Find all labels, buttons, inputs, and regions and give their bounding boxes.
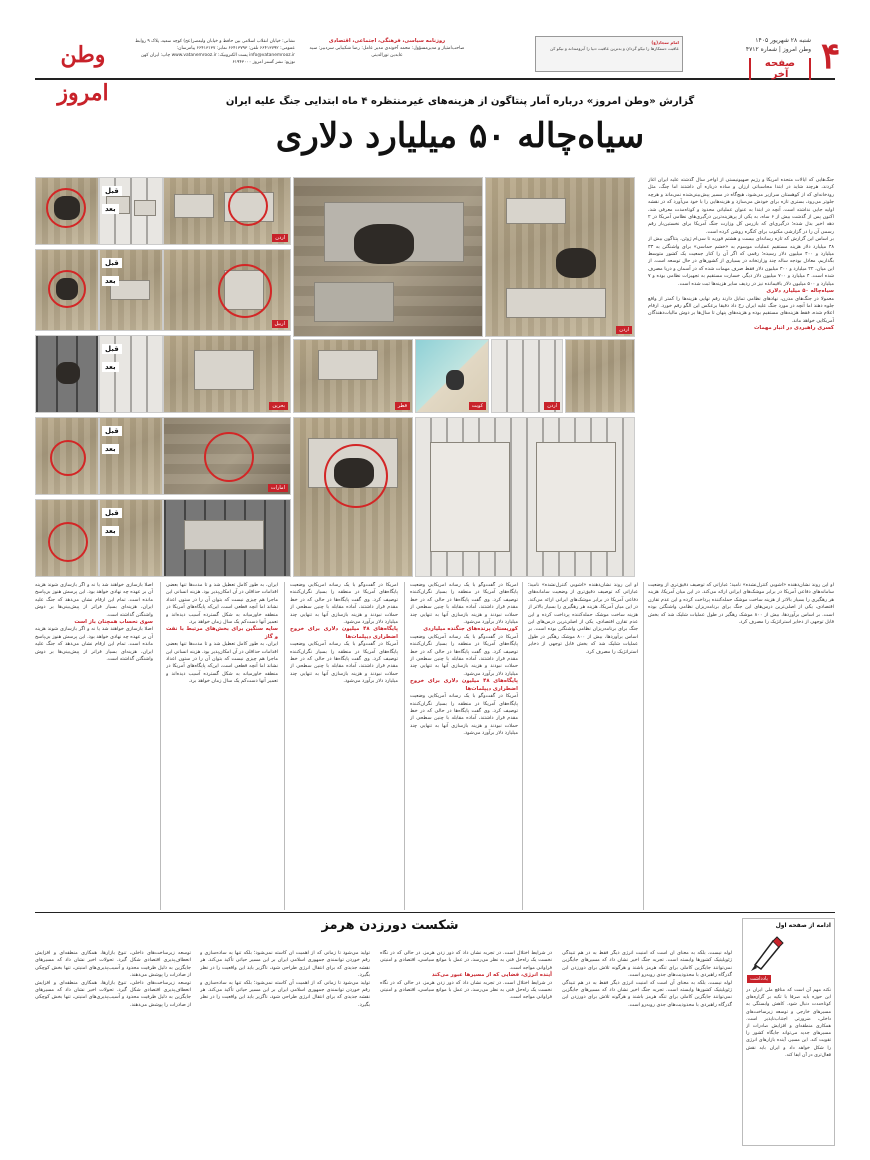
column-divider [160,582,161,910]
bottom-headline: شکست دورزدن هرمز [321,918,459,933]
photo-jordan-tents [491,339,563,413]
sidebar-title: ادامه از صفحه اول [775,922,831,929]
article-paragraph: تولید می‌شود تا زمانی که از اهمیت آن کاسته نمی‌شود؛ بلکه تنها به ساده‌سازی و رقم خوردن توانمندی جمهوری اسلامی ایران بر این مسیر حیاتی تأکید می‌کند. هر نقشه جدیدی که برای انتقال انرژی طراحی شود، ناگزیر باید این واقعیت را در نظر بگیرد. [200,979,370,1008]
article-subheading: پایگاه‌های ۴۸ میلیون دلاری برای خروج اضطراری دیپلمات‌ها [290,626,398,640]
photo-uae-before [35,417,99,495]
article-paragraph: معمولا در جنگ‌های مدرن، نهادهای نظامی تمایل دارند رقم نهایی هزینه‌ها را کمتر از واقع جلوه دهند اما آنچه در مورد جنگ علیه ایران رخ داد دقیقا برعکس این الگو رقم خورد. ارقام اعلام شده، فقط هزینه‌های مستقیم بوده و هزینه‌های پنهان تا سال‌ها بر دوش مالیات‌دهندگان آمریکایی خواهد ماند. [648,295,834,324]
issue-info [721,36,811,80]
photo-location-tag: امارات [268,484,288,492]
label-after: بعد [102,526,119,536]
article-paragraph: اصلا بازسازی خواهند شد یا نه و اگر بازسازی شوند هزینه آن بر عهده چه نهادی خواهد بود. این پرسش هنوز بی‌پاسخ مانده است. تمام این ارقام نشان می‌دهد که جنگ علیه ایران، هزینه‌ای بسیار فراتر از پیش‌بینی‌ها بر دوش واشنگتن گذاشته است. [35,582,153,618]
photo-erbil-before [35,249,99,331]
photo-uae-pair [163,417,291,495]
photo-base-strike [293,417,413,577]
article-subheading: کوریستان پرنده‌های جنگنده میلیاردی [423,626,518,633]
newspaper-tagline: روزنامه سیاسی، فرهنگی، اجتماعی، اقتصادی [328,38,446,44]
article-paragraph: ایران، به طور کامل تعطیل شد و تا مدت‌ها تنها بعضی اقدامات حداقلی در آن امکان‌پذیر بود. هزینه انسانی این ماجرا هم چیزی نیست که بتوان آن را در ستون اعداد نشاند اما آنچه قطعی است، این‌که پایگاه‌های آمریکا در منطقه خاورمیانه به شکل گسترده آسیب دیده‌اند و تعمیر آنها دست‌کم یک سال زمان خواهد برد. [166,582,278,626]
main-headline: سیاه‌چاله ۵۰ میلیارد دلاری [275,116,645,156]
article-paragraph: توسعه زیرساخت‌های داخلی، تنوع بازارها، همکاری منطقه‌ای و افزایش انعطاف‌پذیری اقتصادی شکل گیرد. تحولات اخیر نشان داد که مسیرهای جایگزین به دلیل ظرفیت محدود و آسیب‌پذیری‌های امنیتی، تنها بخش کوچکی از صادرات را پوشش می‌دهند. [35,950,191,979]
publisher-info [307,38,467,59]
article-column-5 [166,582,278,910]
bottom-column-2 [380,950,552,1145]
article-paragraph: آمریکا در گفت‌وگو با یک رسانه آمریکایی وضعیت پایگاه‌های آمریکا در منطقه را بسیار نگران‌کننده توصیف کرد. وی گفت پایگاه‌ها در حالی که در خط مقدم قرار داشتند، آماده مقابله با چنین سطحی از حملات نبودند و هزینه بازسازی آنها به تنهایی چند میلیارد دلار برآورد می‌شود. [410,693,518,737]
label-after: بعد [102,444,119,454]
column-divider [404,582,405,910]
bottom-column-4 [35,950,191,1145]
photo-hangar-damage [293,177,483,337]
column-divider [643,582,644,910]
label-after: بعد [102,204,119,214]
column-divider [284,582,285,910]
article-paragraph: بر اساس این گزارش که تازه رسانه‌ای بیست و هشتم فوریه تا سی‌ام ژوئن، پنتاگون بیش از ۴۸ میلیارد دلار هزینه مستقیم عملیات موسوم به «خشم حماسی» برای واشنگتن به ۳۳ میلیارد و ۴۰۰ میلیون دلار رسیده؛ رقمی که اگر آن را کنار جمعیت یک کشور متوسط بگذاریم، معادل بودجه ساله چند وزارتخانه در بسیاری از کشورهای در حال توسعه است. از این میان، ۲۲ میلیارد و ۳۰۰ میلیون دلار فقط صرف مهمات شده که در آسمان و دریا مصرف شده است. ۴ میلیارد و ۷۰۰ میلیون دلار دیگر، خسارت مستقیم به تجهیزات نظامی بوده و ۷ میلیارد و ۵۰۰ میلیون دلار باقیمانده نیز در ردیف سایر هزینه‌ها ثبت شده است. [648,236,834,287]
label-after: بعد [102,362,119,372]
article-paragraph: جنگ‌هایی که ایالات متحده آمریکا و رژیم صهیونیستی از اواخر سال گذشته علیه ایران آغاز کردند، هرچند شاید در ابتدا محاسباتی ارزان و ساده درباره آن داشتند اما چنگ، مثل رودخانه‌ای که از کوهستان سرازیر می‌شود، هیچ‌گاه در مسیر پیش‌بینی‌شده نمی‌ماند و هرچه جلوتر می‌رود، بستری تازه برای خودش می‌سازد و هزینه‌هایی را با خود می‌آورد که در نقشه اولیه جایی نداشته است. آنچه در ابتدا به عنوان عملیاتی محدود و کوتاه‌مدت معرفی شد، اکنون پس از گذشت بیش از ۶ ساه، به یکی از پرهزینه‌ترین درگیری‌های نظامی آمریکا در ۲ دهه اخیر بدل شده؛ درگیری‌ای که بازرس کل وزارت جنگ آمریکا برای نخستین‌بار رقم رسمی آن را در گزارشی مکتوب برای کنگره روشن کرده است. [648,177,834,235]
article-column-1 [648,582,834,910]
photo-hangars-before-after [415,417,635,577]
bottom-column-3 [200,950,370,1145]
photo-jordan-road [565,339,635,413]
photo-bahrain-after [99,335,163,413]
article-paragraph: آمریکا در گفت‌وگو با یک رسانه آمریکایی وضعیت پایگاه‌های آمریکا در منطقه را بسیار نگران‌کننده توصیف کرد. وی گفت پایگاه‌ها در حالی که در خط مقدم قرار داشتند، آماده مقابله با چنین سطحی از حملات نبودند و هزینه بازسازی آنها به تنهایی چند میلیارد دلار برآورد می‌شود. [410,633,518,677]
article-subheading: آینده انرژی، فضایی که از مسیرها عبور می‌کند [431,972,552,979]
bottom-column-1 [562,950,732,1145]
article-subheading: پایگاه‌های ۴۸ میلیون دلاری برای خروج اضطراری دیپلمات‌ها [410,678,518,692]
article-column-2 [528,582,638,910]
photo-qatar-before [35,499,99,577]
photo-qatar-after [99,499,163,577]
article-paragraph: در شرایط اختلال است. در تجربه نشان داد که دور زدن هرمز، در حالی که در نگاه نخست یک راه‌حل فنی به نظر می‌رسد، در عمل با موانع سیاسی، اقتصادی و امنیتی فراوانی مواجه است. [380,950,552,971]
label-after: بعد [102,276,119,286]
article-paragraph: آمریکا در گفت‌وگو با یک رسانه آمریکایی وضعیت پایگاه‌های آمریکا در منطقه را بسیار نگران‌کننده توصیف کرد. وی گفت پایگاه‌ها در حالی که در خط مقدم قرار داشتند، آماده مقابله با چنین سطحی از حملات نبودند و هزینه بازسازی آنها به تنهایی چند میلیارد دلار برآورد می‌شود. [290,582,398,626]
article-subheading: سیاه‌چاله ۵۰ میلیارد دلاری [766,288,834,295]
page-number: ۴ [821,35,841,77]
article-paragraph: تولید می‌شود تا زمانی که از اهمیت آن کاسته نمی‌شود؛ بلکه تنها به ساده‌سازی و رقم خوردن توانمندی جمهوری اسلامی ایران بر این مسیر حیاتی تأکید می‌کند. هر نقشه جدیدی که برای انتقال انرژی طراحی شود، ناگزیر باید این واقعیت را در نظر بگیرد. [200,950,370,979]
photo-erbil-pair [163,249,291,331]
article-paragraph: لوله نیست، بلکه به معنای آن است که امنیت انرژی دیگر فقط به در هم تنیدگی ژئوپلیتیک کشورها وابسته است. تجربه جنگ اخیر نشان داد که مسیرهای جایگزین نمی‌توانند جایگزین کاملی برای تنگه هرمز باشند و هرگونه تلاش برای دورزدن این گذرگاه راهبردی با محدودیت‌های جدی روبه‌رو است. [562,979,732,1008]
label-before: قبل [102,344,122,354]
section-divider [35,912,835,913]
photo-location-tag: بحرین [269,402,288,410]
quote-text: عاقبت دستکارها را نیکو گردان و بدترین عاقبت دنیا را آبرومندانه و نیکو کن [550,46,679,51]
article-paragraph: او این روند نشان‌دهنده «آشوبی کنترل‌نشده» نامید؛ عباراتی که توصیف دقیق‌تری از وضعیت سامانه‌های دفاعی آمریکا در برابر موشک‌های ایرانی ارائه می‌کند. در این میان آمریکا، هزینه هر رهگیری را بسیار بالاتر از هزینه ساخت موشک حمله‌کننده پرداخت کرده و این عدم تقارن اقتصادی، یکی از اصلی‌ترین درس‌های این جنگ برای برنامه‌ریزان نظامی واشنگتن بوده است. بر اساس برآوردها، بیش از ۸۰۰ موشک رهگیر در طول عملیات شلیک شد که بخش قابل توجهی از ذخایر استراتژیک را مصرف کرد. [528,582,638,655]
photo-kuwait [415,339,489,413]
editorial-staff: صاحب‌امتیاز و مدیرمسؤول: محمد آخوندی مدیر عامل: رضا شکیبایی سردبیر: سید عابدین نورالدینی [309,46,465,58]
article-paragraph: آمریکا در گفت‌وگو با یک رسانه آمریکایی وضعیت پایگاه‌های آمریکا در منطقه را بسیار نگران‌کننده توصیف کرد. وی گفت پایگاه‌ها در حالی که در خط مقدم قرار داشتند، آماده مقابله با چنین سطحی از حملات نبودند و هزینه بازسازی آنها به تنهایی چند میلیارد دلار برآورد می‌شود. [290,641,398,685]
quote-box [535,36,683,72]
satellite-image-grid [35,177,635,577]
label-before: قبل [102,186,122,196]
memo-badge: یادداشت [747,975,771,983]
photo-location-tag: اردن [544,402,560,410]
label-before: قبل [102,508,122,518]
contact-info: نشانی: خیابان انقلاب اسلامی بین حافظ و خیابان ولیعصر(عج) کوچه سعید، پلاک ۹ روابط عمومی: ۶۶۴۱۳۷۹۲ تلفن: ۶۶۴۱۳۷۹۳ نمابر: ۶۶۴۱۳۱۳۷ پیامرسان: info@vatanemrooz.ir پست الکترونیک: www.vatanemrooz.ir چاپ: ایران کهن توزیع: نشر گستر امروز ۶۱۹۴۳۰۰۰ [135,39,295,65]
newspaper-logo: وطن امروز [57,42,109,106]
article-paragraph: اصلا بازسازی خواهند شد یا نه و اگر بازسازی شوند هزینه آن بر عهده چه نهادی خواهد بود. این پرسش هنوز بی‌پاسخ مانده است. تمام این ارقام نشان می‌دهد که جنگ علیه ایران، هزینه‌ای بسیار فراتر از پیش‌بینی‌ها بر دوش واشنگتن گذاشته است. [35,626,153,663]
photo-bahrain-pair [163,335,291,413]
article-paragraph: لوله نیست، بلکه به معنای آن است که امنیت انرژی دیگر فقط به در هم تنیدگی ژئوپلیتیک کشورها وابسته است. تجربه جنگ اخیر نشان داد که مسیرهای جایگزین نمی‌توانند جایگزین کاملی برای تنگه هرمز باشند و هرگونه تلاش برای دورزدن این گذرگاه راهبردی با محدودیت‌های جدی روبه‌رو است. [562,950,732,979]
photo-erbil-after [99,249,163,331]
label-before: قبل [102,426,122,436]
issue-number: وطن امروز | شماره ۴۷۱۲ [745,46,811,53]
article-subheading: سایه سنگین برای بخش‌های مرتبط با نفت و گاز [166,626,278,640]
photo-location-tag: اربیل [272,320,289,328]
issue-date: شنبه ۲۸ شهریور ۱۴۰۵ [755,37,811,44]
label-before: قبل [102,258,122,268]
photo-jordan-before [35,177,99,245]
section-label: صفحه آخر [749,58,811,80]
photo-jordan-after [99,177,163,245]
article-column-intro [648,177,834,577]
column-divider [522,582,523,910]
article-paragraph: آمریکا در گفت‌وگو با یک رسانه آمریکایی وضعیت پایگاه‌های آمریکا در منطقه را بسیار نگران‌کننده توصیف کرد. وی گفت پایگاه‌ها در حالی که در خط مقدم قرار داشتند، آماده مقابله با چنین سطحی از حملات نبودند و هزینه بازسازی آنها به تنهایی چند میلیارد دلار برآورد می‌شود. [410,582,518,626]
article-paragraph: در شرایط اختلال است. در تجربه نشان داد که دور زدن هرمز، در حالی که در نگاه نخست یک راه‌حل فنی به نظر می‌رسد، در عمل با موانع سیاسی، اقتصادی و امنیتی فراوانی مواجه است. [380,979,552,1001]
photo-location-tag: کویت [469,402,486,410]
photo-location-tag: اردن [616,326,632,334]
fountain-pen-icon [747,933,787,973]
photo-qatar-pair [163,499,291,577]
photo-location-tag: اردن [272,234,288,242]
photo-base-overview [485,177,635,337]
quote-title: امام سجاد(ع) [651,40,679,45]
article-column-3 [410,582,518,910]
article-paragraph: توسعه زیرساخت‌های داخلی، تنوع بازارها، همکاری منطقه‌ای و افزایش انعطاف‌پذیری اقتصادی شکل گیرد. تحولات اخیر نشان داد که مسیرهای جایگزین به دلیل ظرفیت محدود و آسیب‌پذیری‌های امنیتی، تنها بخش کوچکی از صادرات را پوشش می‌دهند. [35,979,191,1008]
photo-uae-after [99,417,163,495]
article-column-4 [290,582,398,910]
article-paragraph: او این روند نشان‌دهنده «آشوبی کنترل‌نشده» نامید؛ عباراتی که توصیف دقیق‌تری از وضعیت سامانه‌های دفاعی آمریکا در برابر موشک‌های ایرانی ارائه می‌کند. در این میان آمریکا، هزینه هر رهگیری را بسیار بالاتر از هزینه ساخت موشک حمله‌کننده پرداخت کرده و این عدم تقارن اقتصادی، یکی از اصلی‌ترین درس‌های این جنگ برای برنامه‌ریزان نظامی واشنگتن بوده است. بر اساس برآوردها، بیش از ۸۰۰ موشک رهگیر در طول عملیات شلیک شد که بخش قابل توجهی از ذخایر استراتژیک را مصرف کرد. [648,582,834,626]
editorial-sidebar [742,918,835,1146]
article-subheading: کسری راهبردی در انبار مهمات [754,325,834,332]
headline-kicker: گزارش «وطن امروز» درباره آمار پنتاگون از هزینه‌های غیرمنتظره ۴ ماه ابتدایی جنگ علیه ایران [225,96,695,107]
photo-location-tag: قطر [395,402,410,410]
photo-jordan-pair [163,177,291,245]
photo-qatar [293,339,413,413]
article-paragraph: ایران، به طور کامل تعطیل شد و تا مدت‌ها تنها بعضی اقدامات حداقلی در آن امکان‌پذیر بود. هزینه انسانی این ماجرا هم چیزی نیست که بتوان آن را در ستون اعداد نشاند اما آنچه قطعی است، این‌که پایگاه‌های آمریکا در منطقه خاورمیانه به شکل گسترده آسیب دیده‌اند و تعمیر آنها دست‌کم یک سال زمان خواهد برد. [166,641,278,685]
sidebar-body: نکته مهم آن است که منافع ملی ایران در این حوزه باید صرفا با تکیه بر گزاره‌های کوتاه‌مدت دنبال شود. کاهش وابستگی به مسیرهای خارجی و توسعه زیرساخت‌های داخلی، ضرورتی اجتناب‌ناپذیر است. همکاری منطقه‌ای و افزایش صادرات از مسیرهای جدید می‌تواند جایگاه کشور را تقویت کند. این مسیر، آینده بازارهای انرژی را شکل خواهد داد و ایران باید نقش فعال‌تری در آن ایفا کند. [746,988,831,1058]
article-subheading: سوی نحساب همچنان باز است [74,619,153,626]
article-column-6 [35,582,153,910]
photo-bahrain-before [35,335,99,413]
